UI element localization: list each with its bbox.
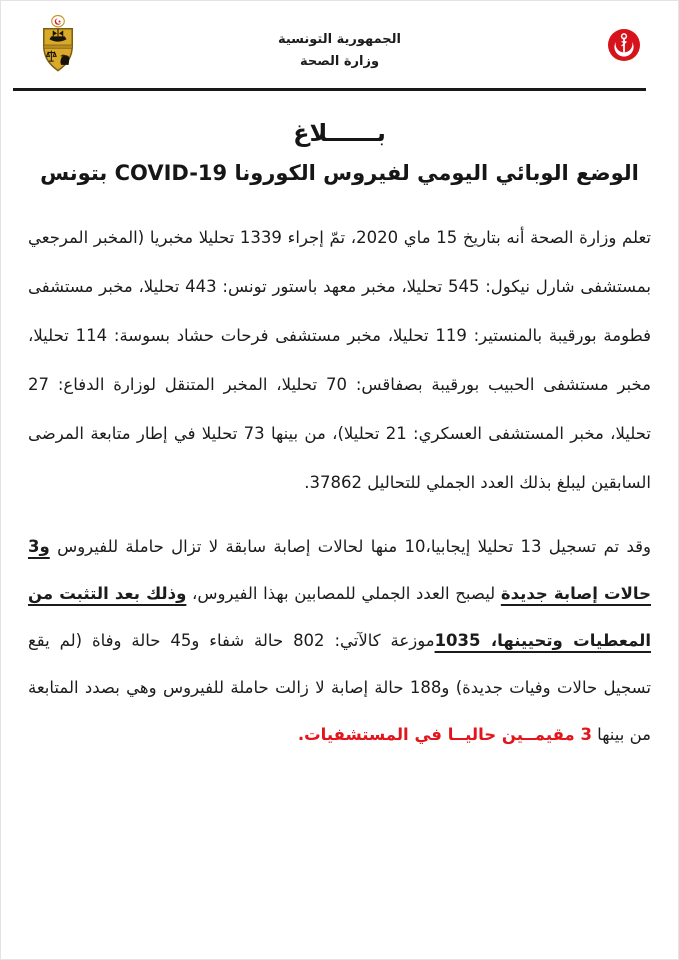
bulletin-kicker: بــــــلاغ <box>293 119 386 147</box>
text-run-bold-underline: و3 حالات إصابة جديدة <box>28 537 651 603</box>
header-divider <box>13 88 646 91</box>
text-run-normal: وقد تم تسجيل 13 تحليلا إيجابيا،10 منها لحالات إصابة سابقة لا تزال حاملة للفيروس <box>49 537 651 556</box>
text-run-normal: ليصبح العدد الجملي للمصابين بهذا الفيروس، <box>186 584 501 603</box>
paragraph-lab-tests <box>28 213 651 507</box>
republic-title: الجمهورية التونسية <box>277 32 402 47</box>
text-run-normal: موزعة كالآتي: 802 حالة شفاء و45 حالة وفاة (لم يقع تسجيل حالات وفيات جديدة) و188 حالة إصابة لا زالت حاملة للفيروس وهي بصدد المتابعة من بينها <box>28 631 651 744</box>
text-run-bold-red: 3 مقيمــين حاليــا في المستشفيات. <box>297 725 592 744</box>
paragraph-results <box>28 523 651 758</box>
header-titles <box>1 29 678 73</box>
bulletin-headline: الوضع الوبائي اليومي لفيروس الكورونا COVID-19 بتونس <box>40 161 639 185</box>
health-ministry-logo-icon <box>607 28 641 62</box>
bulletin-content <box>1 93 678 758</box>
document-header <box>1 1 678 81</box>
text-run-normal: تعلم وزارة الصحة أنه بتاريخ 15 ماي 2020، تمّ إجراء 1339 تحليلا مخبريا (المخبر المرجعي بمستشفى شارل نيكول: 545 تحليلا، مخبر معهد باستور تونس: 443 تحليلا، مخبر مستشفى فطومة بورقيبة بالمنستير: 119 تحليلا، مخبر مستشفى فرحات حشاد بسوسة: 114 تحليلا، مخبر مستشفى الحبيب بورقيبة بصفاقس: 70 تحليلا، المخبر المتنقل لوزارة الدفاع: 27 تحليلا، مخبر المستشفى العسكري: 21 تحليلا)، من بينها 73 تحليلا في إطار متابعة المرضى السابقين ليبلغ بذلك العدد الجملي للتحاليل 37862. <box>28 228 652 492</box>
text-run-bold-underline: وذلك بعد التثبت من المعطيات وتحيينها، 1035 <box>28 584 651 650</box>
ministry-title: وزارة الصحة <box>299 54 380 69</box>
